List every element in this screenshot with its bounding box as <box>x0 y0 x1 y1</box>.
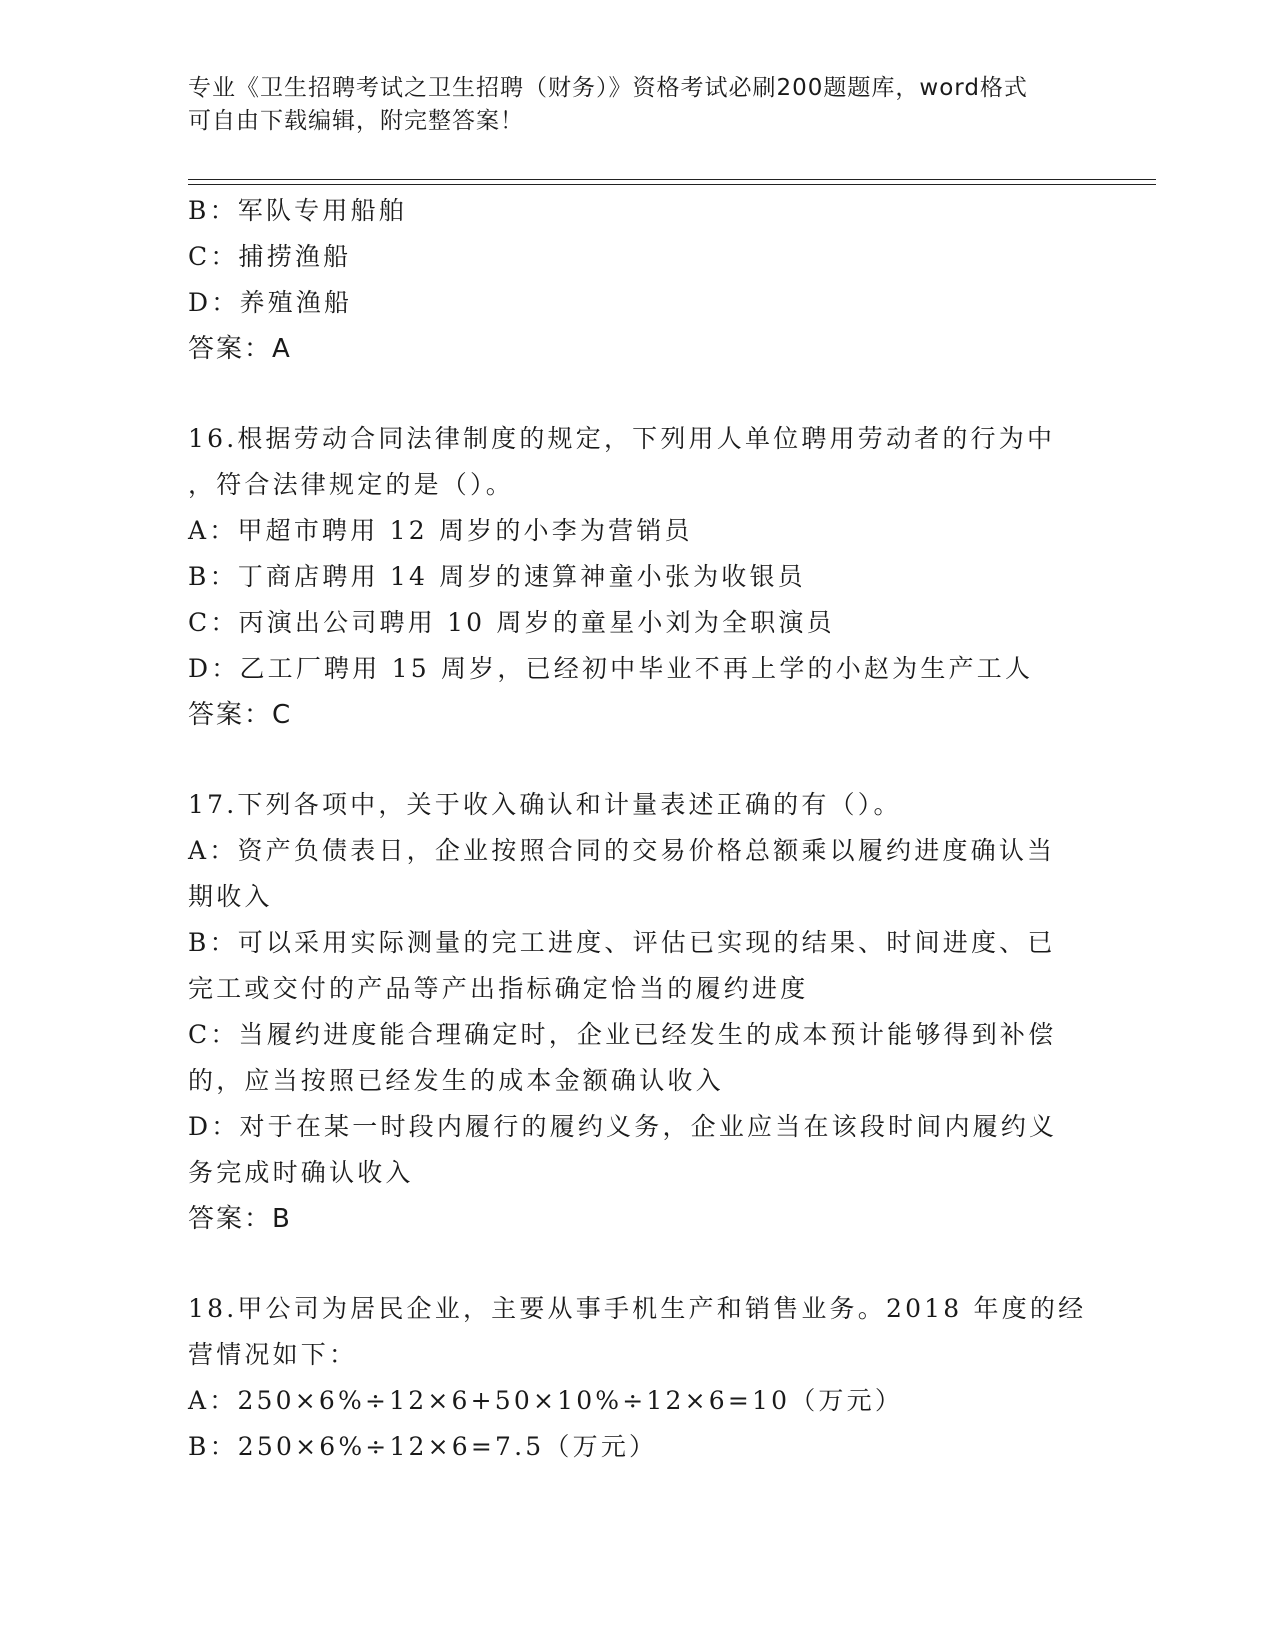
header-title-line-2: 可自由下载编辑，附完整答案！ <box>188 108 524 134</box>
option-b: B：丁商店聘用 14 周岁的速算神童小张为收银员 <box>188 562 806 591</box>
question-15-tail <box>188 188 1088 372</box>
option-a-continued: 期收入 <box>188 882 273 911</box>
option-a: A：资产负债表日，企业按照合同的交易价格总额乘以履约进度确认当 <box>188 836 1056 865</box>
question-17 <box>188 782 1088 1242</box>
option-c: C：捕捞渔船 <box>188 242 352 271</box>
option-d-continued: 务完成时确认收入 <box>188 1158 414 1187</box>
spacer <box>188 372 1088 416</box>
question-stem: 16.根据劳动合同法律制度的规定，下列用人单位聘用劳动者的行为中 <box>188 424 1056 453</box>
question-stem-continued: ，符合法律规定的是（）。 <box>188 470 514 499</box>
answer-line: 答案：A <box>188 334 292 364</box>
spacer <box>188 738 1088 782</box>
header-divider-top <box>188 179 1156 180</box>
question-stem: 18.甲公司为居民企业，主要从事手机生产和销售业务。2018 年度的经 <box>188 1294 1087 1323</box>
answer-line: 答案：C <box>188 700 293 730</box>
question-16 <box>188 416 1088 738</box>
question-18 <box>188 1286 1088 1470</box>
question-stem-continued: 营情况如下： <box>188 1340 358 1369</box>
option-a: A：250×6%÷12×6+50×10%÷12×6=10（万元） <box>188 1386 904 1415</box>
document-header <box>188 72 1088 138</box>
option-c: C：当履约进度能合理确定时，企业已经发生的成本预计能够得到补偿 <box>188 1020 1057 1049</box>
option-c: C：丙演出公司聘用 10 周岁的童星小刘为全职演员 <box>188 608 835 637</box>
spacer <box>188 1242 1088 1286</box>
question-stem: 17.下列各项中，关于收入确认和计量表述正确的有（）。 <box>188 790 902 819</box>
header-divider-bottom <box>188 184 1156 185</box>
option-b: B：可以采用实际测量的完工进度、评估已实现的结果、时间进度、已 <box>188 928 1056 957</box>
answer-line: 答案：B <box>188 1204 292 1234</box>
option-b: B：250×6%÷12×6=7.5（万元） <box>188 1432 658 1461</box>
option-b: B：军队专用船舶 <box>188 196 407 225</box>
option-d: D：乙工厂聘用 15 周岁，已经初中毕业不再上学的小赵为生产工人 <box>188 654 1034 683</box>
header-title-line-1: 专业《卫生招聘考试之卫生招聘（财务）》资格考试必刷200题题库，word格式 <box>188 75 1028 101</box>
option-d: D：对于在某一时段内履行的履约义务，企业应当在该段时间内履约义 <box>188 1112 1058 1141</box>
option-d: D：养殖渔船 <box>188 288 353 317</box>
question-list <box>188 188 1088 1470</box>
option-c-continued: 的，应当按照已经发生的成本金额确认收入 <box>188 1066 724 1095</box>
option-a: A：甲超市聘用 12 周岁的小李为营销员 <box>188 516 693 545</box>
option-b-continued: 完工或交付的产品等产出指标确定恰当的履约进度 <box>188 974 809 1003</box>
